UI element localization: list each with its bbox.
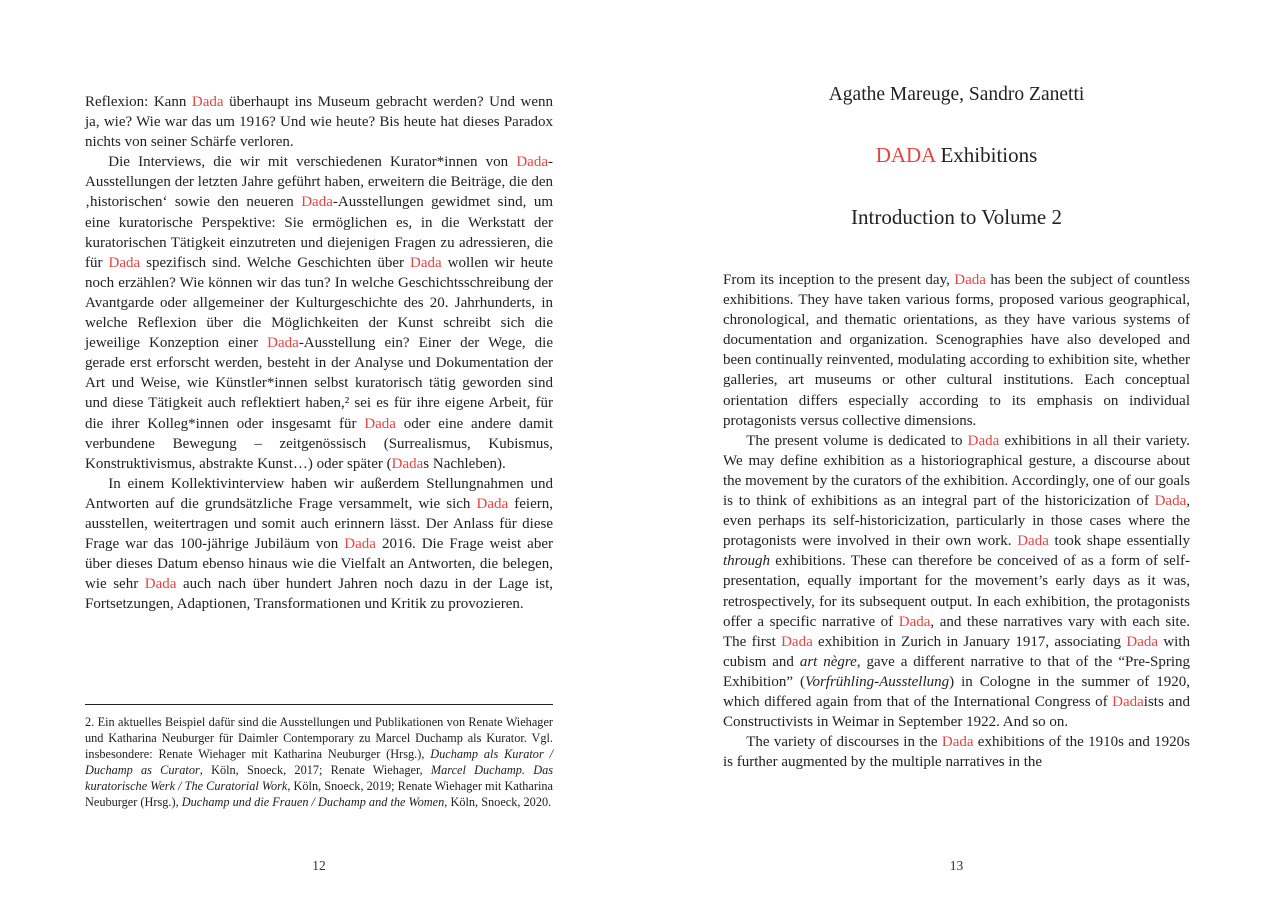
paragraph: The variety of discourses in the Dada exhibitions of the 1910s and 1920s is further augmented by the multiple narratives in the — [723, 734, 1190, 771]
right-body-text — [723, 270, 1190, 772]
authors: Agathe Mareuge, Sandro Zanetti — [828, 84, 1085, 105]
left-body-text — [85, 92, 553, 614]
page-right — [723, 84, 1190, 772]
footnote: 2. Ein aktuelles Beispiel dafür sind die Ausstellungen und Publikationen von Renate Wiehager und Katharina Neuburger für Daimler Contemporary zu Marcel Duchamp als Kurator. Vgl. insbesondere: Renate Wiehager mit Katharina Neuburger (Hrsg.), Duchamp als Kurator / Duchamp as Curator, Köln, Snoeck, 2017; Renate Wiehager, Marcel Duchamp. Das kuratorische Werk / The Curatorial Work, Köln, Snoeck, 2019; Renate Wiehager mit Katharina Neuburger (Hrsg.), Duchamp und die Frauen / Duchamp and the Women, Köln, Snoeck, 2020. — [85, 715, 554, 809]
page-number-left: 12 — [312, 858, 326, 873]
page-number-right: 13 — [949, 858, 964, 873]
paragraph: In einem Kollektivinterview haben wir außerdem Stellungnahmen und Antworten auf die grundsätzliche Frage versammelt, wie sich Dada feiern, ausstellen, weitertragen und somit auch erinnern lässt. Der Anlass für diese Frage war das 100-jährige Jubiläum von Dada 2016. Die Frage weist aber über dieses Datum ebenso hinaus wie die Vielfalt an Antworten, die belegen, wie sehr Dada auch nach über hundert Jahren noch dazu in der Lage ist, Fortsetzungen, Adaptionen, Transformationen und Kritik zu provozieren. — [85, 475, 554, 613]
paragraph: Reflexion: Kann Dada überhaupt ins Museum gebracht werden? Und wenn ja, wie? Wie war das um 1916? Und wie heute? Bis heute hat dieses Paradox nichts von seiner Schärfe verloren. — [85, 94, 553, 151]
footnote-block — [85, 704, 553, 810]
paragraph: Die Interviews, die wir mit verschiedenen Kurator*innen von Dada-Ausstellungen der letzten Jahre geführt haben, erweitern die Beiträge, die den ‚historischen‘ sowie den neueren Dada-Ausstellungen gewidmet sind, um eine kuratorische Perspektive: Sie ermöglichen es, in die Werkstatt der kuratorischen Tätigkeit einzutreten und diejenigen Fragen zu adressieren, die für Dada spezifisch sind. Welche Geschichten über Dada wollen wir heute noch erzählen? Wie können wir das tun? In welche Geschichtsschreibung der Avantgarde oder allgemeiner der Kulturgeschichte des 20. Jahrhunderts, in welche Reflexion über die Möglichkeiten der Kunst schreibt sich die jeweilige Konzeption einer Dada-Ausstellung ein? Einer der Wege, die gerade erst erforscht werden, besteht in der Analyse und Dokumentation der Art und Weise, wie Künstler*innen selbst kuratorisch tätig geworden sind und diese Tätigkeit auch reflektiert haben,² sei es für ihre eigene Arbeit, für die ihrer Kolleg*innen oder insgesamt für Dada oder eine andere damit verbundene Bewegung – zeitgenössisch (Surrealismus, Kubismus, Konstruktivismus, abstrakte Kunst…) oder später (Dadas Nachleben). — [85, 154, 554, 472]
paragraph: From its inception to the present day, Dada has been the subject of countless exhibitions. They have taken various forms, proposed various geographical, chronological, and thematic orientations, as they have various systems of documentation and organization. Scenographies have also developed and been continually reinvented, modulating according to exhibition site, whether galleries, art museums or other cultural institutions. Each conceptual orientation differs especially according to its emphasis on individual protagonists versus collective dimensions. — [723, 272, 1190, 429]
paragraph: The present volume is dedicated to Dada exhibitions in all their variety. We may define exhibition as a historiographical gesture, a discourse about the movement by the curators of the exhibition. Accordingly, one of our goals is to think of exhibitions as an integral part of the historicization of Dada, even perhaps its self-historicization, particularly in those cases where the protagonists were involved in their own work. Dada took shape essentially through exhibitions. These can therefore be conceived of as a form of self-presentation, equally important for the movement’s early days as it was, retrospectively, for its subsequent output. In each exhibition, the protagonists offer a specific narrative of Dada, and these narratives vary with each site. The first Dada exhibition in Zurich in January 1917, associating Dada with cubism and art nègre, gave a different narrative to that of the “Pre-Spring Exhibition” (Vorfrühling-Ausstellung) in Cologne in the summer of 1920, which differed again from that of the International Congress of Dadaists and Constructivists in Weimar in September 1922. And so on. — [723, 432, 1191, 731]
page-left — [85, 92, 553, 852]
chapter-subtitle: Introduction to Volume 2 — [851, 205, 1062, 229]
footnote-rule — [85, 704, 553, 705]
chapter-title: DADA Exhibitions — [875, 143, 1038, 167]
